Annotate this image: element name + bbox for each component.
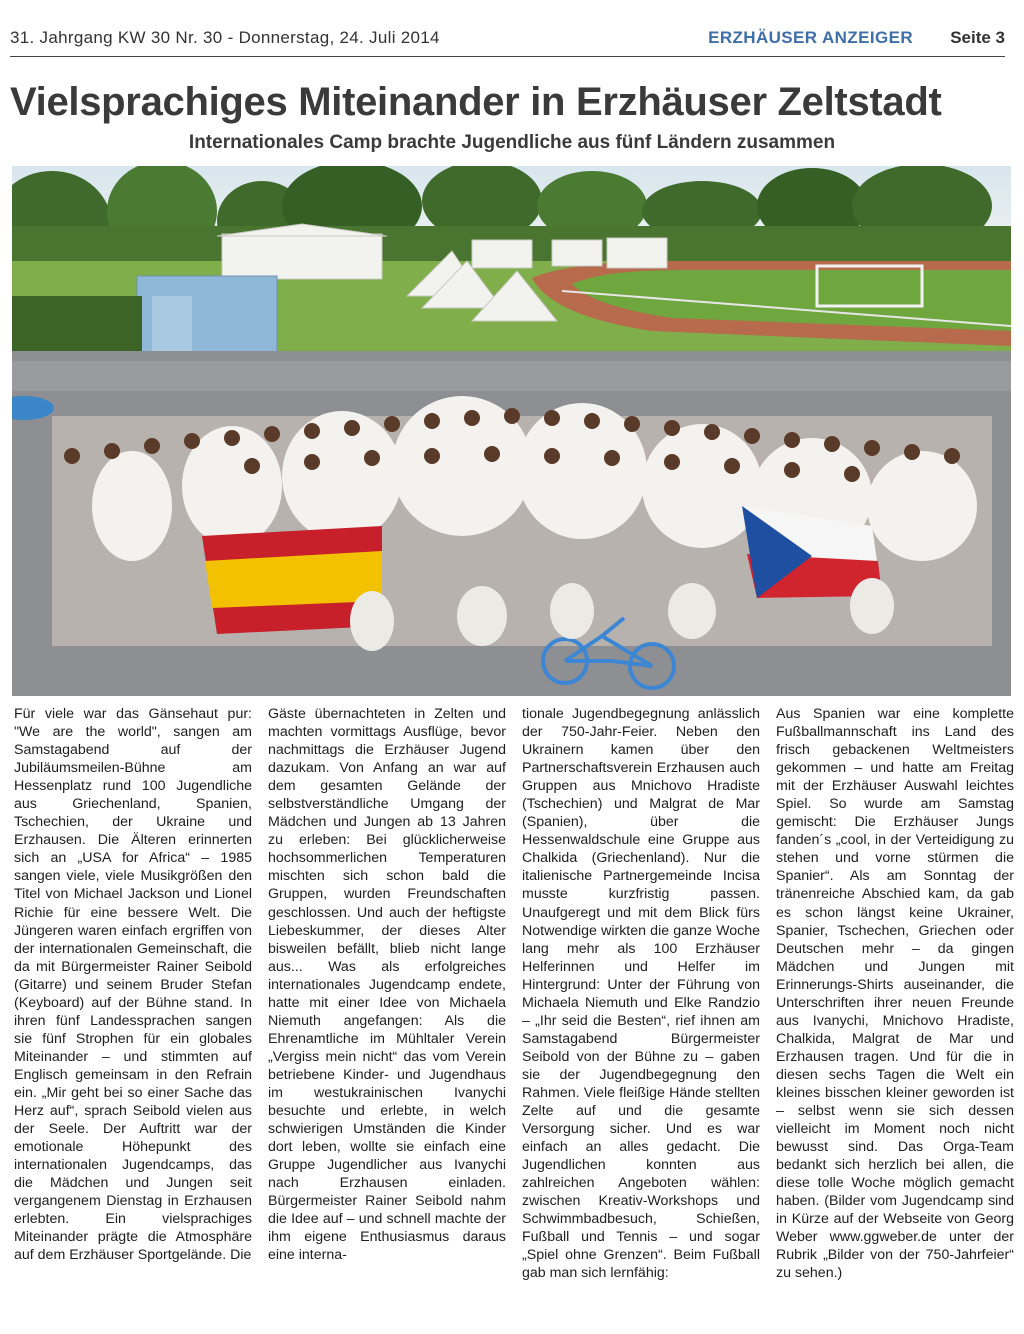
group-photo: [12, 166, 1011, 696]
text-column-2: Gäste übernachteten in Zelten und machten vormittags Ausflüge, bevor nachmittags die Erzhäuser Jugend dazukam. Von Anfang an war auf dem gesamten Gelände der selbstverständliche Umgang der Mädchen und Jungen ab 13 Jahren zu erleben: Bei glücklicherweise hochsommerlichen Temperaturen mischten sich schon bald die Gruppen, wurden Freundschaften geschlossen. Und auch der heftigste Liebeskummer, der dieses Alter bisweilen befällt, blieb nicht lange aus... Was als erfolgreiches internationales Jugendcamp endete, hatte mit einer Idee von Michaela Niemuth angefangen: Als die Ehrenamtliche im Mühltaler Verein „Vergiss mein nicht“ das vom Verein betriebene Kinder- und Jugendhaus im westukrainischen Ivanychi besuchte und erlebte, in welch schwierigen Umständen die Kinder dort leben, wollte sie einfach eine Gruppe Jugendlicher aus Ivanychi nach Erzhausen einladen. Bürgermeister Rainer Seibold nahm die Idee auf – und schnell machte der ihm eigene Enthusiasmus daraus eine interna-: [268, 706, 506, 1264]
text-column-1: Für viele war das Gänsehaut pur: "We are the world", sangen am Samstagabend auf der Jubiläumsmeilen-Bühne am Hessenplatz rund 100 Jugendliche aus Griechenland, Spanien, Tschechien, der Ukraine und Erzhausen. Die Älteren erinnerten sich an „USA for Africa“ – 1985 sangen viele, viele Musikgrößen den Titel von Michael Jackson und Lionel Richie für eine bessere Welt. Die Jüngeren waren einfach ergriffen von der internationalen Gemeinschaft, die da mit Bürgermeister Rainer Seibold (Gitarre) und seinem Bruder Stefan (Keyboard) auf der Bühne stand. In ihren fünf Landessprachen sangen sie fünf Strophen für ein globales Miteinander – und stimmten auf Englisch gemeinsam in den Refrain ein. „Mir geht bei so einer Sache das Herz auf“, sprach Seibold vielen aus der Seele. Der Auftritt war der emotionale Höhepunkt des internationalen Jugendcamps, das die Mädchen und Jungen seit vergangenem Dienstag in Erzhausen erlebten. Ein vielsprachiges Miteinander prägte die Atmosphäre auf dem Erzhäuser Sportgelände. Die: [14, 706, 252, 1264]
article-headline: Vielsprachiges Miteinander in Erzhäuser Zeltstadt: [10, 80, 942, 124]
newspaper-name: ERZHÄUSER ANZEIGER: [708, 28, 913, 47]
page-number: Seite 3: [950, 28, 1005, 47]
text-column-4: Aus Spanien war eine komplette Fußballmannschaft ins Land des frisch gebackenen Weltmeisters gekommen – und hatte am Freitag mit der Erzhäuser Auswahl leichtes Spiel. So wurde am Samstag gemischt: Die Erzhäuser Jungs fanden´s „cool, in der Verteidigung zu stehen und vorne stürmen die Spanier“. Als am Sonntag der tränenreiche Abschied kam, da gab es schon längst keine Ukrainer, Spanier, Tschechen, Griechen oder Deutschen mehr – da gingen Mädchen und Jungen mit Erinnerungs-Shirts auseinander, die Unterschriften ihrer neuen Freunde aus Ivanychi, Mnichovo Hradiste, Chalkida, Malgrat de Mar und Erzhausen tragen. Und für die in diesen sechs Tagen die Welt ein kleines bisschen kleiner geworden ist – selbst wenn sie sich dessen vielleicht im Moment noch nicht bewusst sind. Das Orga-Team bedankt sich herzlich bei allen, die diese tolle Woche möglich gemacht haben. (Bilder vom Jugendcamp sind in Kürze auf der Webseite von Georg Weber www.ggweber.de unter der Rubrik „Bilder von der 750-Jahrfeier“ zu sehen.): [776, 706, 1014, 1282]
page-header: [10, 26, 1005, 57]
issue-line: 31. Jahrgang KW 30 Nr. 30 - Donnerstag, 24. Juli 2014: [10, 28, 440, 47]
article-body: [14, 705, 1014, 1327]
article-subheadline: Internationales Camp brachte Jugendliche aus fünf Ländern zusammen: [188, 132, 836, 153]
text-column-3: tionale Jugendbegegnung anlässlich der 750-Jahr-Feier. Neben den Ukrainern kamen über den Partnerschaftsverein Erzhausen auch Gruppen aus Mnichovo Hradiste (Tschechien) und Malgrat de Mar (Spanien), über die Hessenwaldschule eine Gruppe aus Chalkida (Griechenland). Nur die italienische Partnergemeinde Incisa musste kurzfristig passen. Unaufgeregt und mit dem Blick fürs Notwendige wirkten die ganze Woche lang mehr als 100 Erzhäuser Helferinnen und Helfer im Hintergrund: Unter der Führung von Michaela Niemuth und Elke Randzio – „Ihr seid die Besten“, rief ihnen am Samstagabend Bürgermeister Seibold von der Bühne zu – gaben sie der Jugendbegegnung den Rahmen. Viele fleißige Hände stellten Zelte auf und die gesamte Versorgung sicher. Und es war einfach an alles gedacht. Die Jugendlichen konnten aus zahlreichen Angeboten wählen: zwischen Kreativ-Workshops und Schwimmbadbesuch, Schießen, Fußball und Tennis – und sogar „Spiel ohne Grenzen“. Beim Fußball gab man sich lernfähig:: [522, 706, 760, 1282]
